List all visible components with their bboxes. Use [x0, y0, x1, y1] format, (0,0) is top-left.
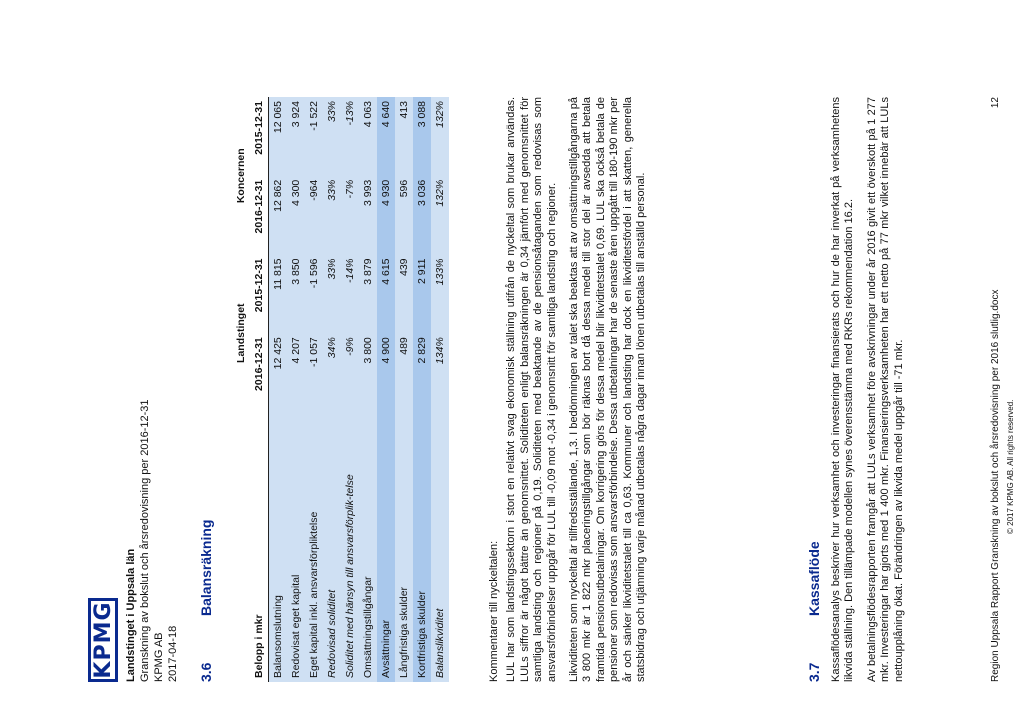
row-label: Redovisat eget kapital: [287, 412, 305, 682]
cell-value: -1 057: [305, 333, 323, 412]
comments-block: [488, 97, 657, 682]
table-row: [269, 97, 288, 682]
header-date: 2017-04-18: [167, 625, 179, 682]
table-row: [341, 97, 359, 682]
cell-value: -1 596: [305, 254, 323, 333]
comments-paragraph-1: LUL har som landstingssektorn i stort en relativt svag ekonomisk ställning utifrån de nyckeltal som brukar användas. LULs siffror är något bättre än genomsnittet. Soliditeten enligt balansräkningen är 0,34 jämfört med genomsnittet för samtliga landsting och regioner på 0,19. Soliditeten med beaktande av de pensionsåtaganden som redovisas som ansvarsförbindelser uppgår för LUL till -0,09 mot -0,34 i genomsnitt för samtliga landsting och regioner.: [505, 97, 558, 682]
table-row: [287, 97, 305, 682]
cell-value: 3 088: [413, 97, 431, 176]
cell-value: 3 036: [413, 176, 431, 255]
cell-value: 413: [395, 97, 413, 176]
cell-value: 12 862: [269, 176, 288, 255]
cell-value: 33%: [323, 176, 341, 255]
section-title: Kassaflöde: [806, 541, 822, 616]
column-header: 2015-12-31: [250, 254, 269, 333]
cell-value: 11 815: [269, 254, 288, 333]
row-label: Avsättningar: [377, 412, 395, 682]
cell-value: 4 300: [287, 176, 305, 255]
cell-value: 34%: [323, 333, 341, 412]
cell-value: 133%: [431, 254, 449, 333]
table-row: [323, 97, 341, 682]
cell-value: 439: [395, 254, 413, 333]
header-company: KPMG AB: [153, 632, 165, 682]
column-header: Belopp i mkr: [250, 412, 269, 682]
cell-value: -964: [305, 176, 323, 255]
table-corner: [232, 412, 250, 682]
column-header: 2016-12-31: [250, 176, 269, 255]
cashflow-paragraph-2: Av betalningsflödesrapporten framgår att LULs verksamhet före avskrivningar under år 2016 givit ett överskott på 1 277 mkr. Investeringar har gjorts med 1 400 mkr. Finansieringsverksamheten har ett netto på 77 mkr vilket innebär att LULs nettoupplåning ökat. Förändringen av likvida medel uppgår till -71 mkr.: [865, 97, 905, 682]
cell-value: -14%: [341, 254, 359, 333]
cell-value: 3 850: [287, 254, 305, 333]
copyright-notice: © 2017 KPMG AB. All rights reserved.: [1006, 399, 1015, 534]
row-label: Omsättningstillgångar: [359, 412, 377, 682]
cell-value: 3 993: [359, 176, 377, 255]
cell-value: 596: [395, 176, 413, 255]
cashflow-paragraph-1: Kassaflödesanalys beskriver hur verksamhet och investeringar finansierats och hur de har inverkat på verksamhetens likvida ställning. Den tillämpade modellen synes överensstämma med RKRs rekommendation 16.2.: [830, 97, 856, 682]
cell-value: 4 930: [377, 176, 395, 255]
cell-value: 132%: [431, 176, 449, 255]
row-label: Balanslikviditet: [431, 412, 449, 682]
row-label: Långfristiga skulder: [395, 412, 413, 682]
column-header: 2015-12-31: [250, 97, 269, 176]
cell-value: 132%: [431, 97, 449, 176]
footer-document-name: Region Uppsala Rapport Granskning av bokslut och årsredovisning per 2016 slutlig.docx: [990, 289, 1001, 682]
cell-value: 4 640: [377, 97, 395, 176]
cell-value: 3 924: [287, 97, 305, 176]
row-label: Eget kapital inkl. ansvarsförpliktelse: [305, 412, 323, 682]
cell-value: 2 911: [413, 254, 431, 333]
cell-value: 3 879: [359, 254, 377, 333]
header-org: Landstinget i Uppsala län: [125, 548, 137, 682]
cell-value: 4 207: [287, 333, 305, 412]
cell-value: 4 900: [377, 333, 395, 412]
cell-value: 4 615: [377, 254, 395, 333]
cell-value: -9%: [341, 333, 359, 412]
group-koncernen: Koncernen: [235, 148, 247, 204]
cell-value: 12 425: [269, 333, 288, 412]
cell-value: 4 063: [359, 97, 377, 176]
cell-value: 3 800: [359, 333, 377, 412]
cell-value: 33%: [323, 254, 341, 333]
section-title: Balansräkning: [198, 519, 214, 616]
cell-value: -1 522: [305, 97, 323, 176]
cashflow-block: [830, 97, 915, 682]
cell-value: 2 829: [413, 333, 431, 412]
table-row: [395, 97, 413, 682]
comments-intro: Kommentarer till nyckeltalen:: [488, 540, 500, 682]
section-number: 3.6: [198, 662, 214, 682]
table-row: [305, 97, 323, 682]
page-number: 12: [990, 97, 1001, 109]
table-row: [413, 97, 431, 682]
row-label: Kortfristiga skulder: [413, 412, 431, 682]
cell-value: -13%: [341, 97, 359, 176]
kpmg-logo: KPMG: [88, 598, 118, 682]
cell-value: -7%: [341, 176, 359, 255]
row-label: Balansomslutning: [269, 412, 288, 682]
section-number: 3.7: [806, 662, 822, 682]
comments-paragraph-2: Likviditeten som nyckeltal är tillfredsställande, 1,3. I bedömningen av talet ska beaktas att av omsättningstillgångarna på 3 800 mkr är 1 822 mkr placeringstillgångar som bör räknas bort då dessa medel till stor del är avsedda att betala framtida pensionsutbetalningar. Om korrigering görs för dessa medel blir likviditetstalet 0,69. LUL ska också betala de pensioner som redovisas som ansvarsförbindelse. Dessa utbetalningar har de senaste åren uppgått till 180-190 mkr per år och sänker likviditetstalet till ca 0,63. Kommuner och landsting har dock en likviditetsfördel i att skatten, generella statsbidrag och utjämning varje månad utbetalas några dagar innan lönen utbetalas till anställd personal.: [568, 97, 648, 682]
cell-value: 33%: [323, 97, 341, 176]
table-row: [431, 97, 449, 682]
group-landstinget: Landstinget: [235, 303, 247, 363]
cell-value: 489: [395, 333, 413, 412]
table-row: [359, 97, 377, 682]
cell-value: 12 065: [269, 97, 288, 176]
table-row: [377, 97, 395, 682]
balance-sheet-table: [232, 97, 449, 682]
document-header: [124, 400, 180, 683]
row-label: Redovisad soliditet: [323, 412, 341, 682]
header-subtitle: Granskning av bokslut och årsredovisning per 2016-12-31: [139, 399, 151, 682]
column-header: 2016-12-31: [250, 333, 269, 412]
row-label: Soliditet med hänsyn till ansvarsförplik-telse: [341, 412, 359, 682]
cell-value: 134%: [431, 333, 449, 412]
